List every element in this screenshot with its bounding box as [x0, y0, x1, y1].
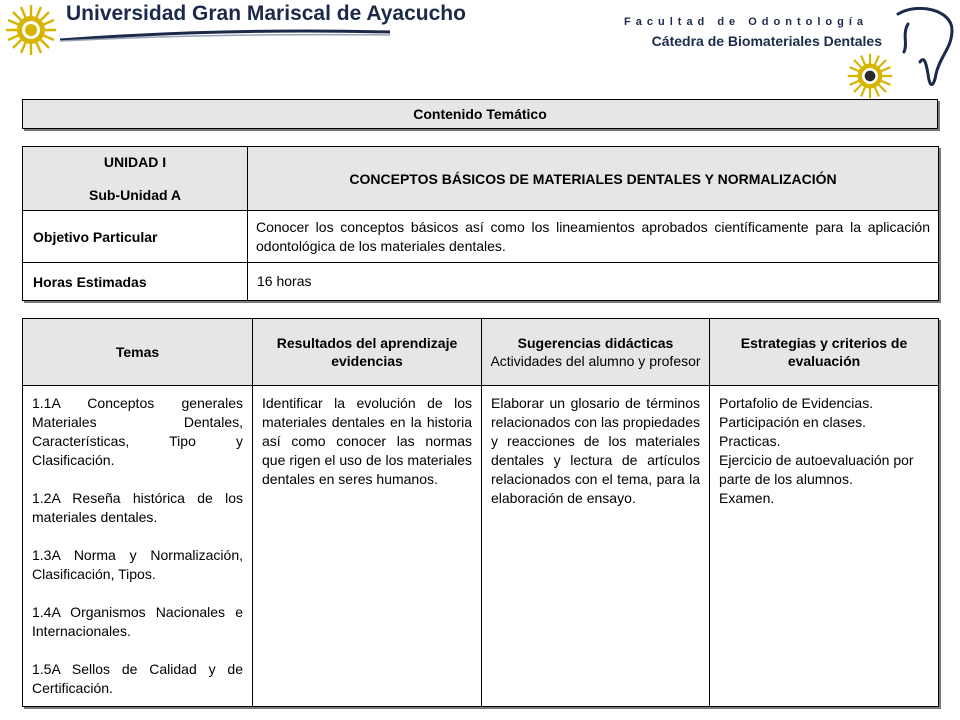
- strategy-item: Participación en clases.: [719, 414, 867, 430]
- faculty-name: Facultad de Odontología: [624, 16, 868, 28]
- topic-item: 1.2A Reseña histórica de los materiales dentales.: [32, 490, 243, 525]
- strategy-item: Practicas.: [719, 433, 781, 449]
- university-logo-icon: [4, 3, 58, 57]
- header-topics: Temas: [23, 319, 253, 386]
- strategy-item: Examen.: [719, 490, 775, 506]
- topic-item: 1.4A Organismos Nacionales e Internacionales.: [32, 604, 243, 639]
- university-name: Universidad Gran Mariscal de Ayacucho: [66, 2, 466, 25]
- objective-text: Conocer los conceptos básicos así como los lineamientos aprobados científicamente para la aplicación odontológica de los materiales dentales.: [248, 211, 939, 263]
- header-suggestions-sub: Actividades del alumno y profesor: [490, 353, 701, 369]
- chair-name: Cátedra de Biomateriales Dentales: [651, 33, 882, 49]
- subunit-label: Sub-Unidad A: [88, 187, 182, 203]
- unit-table: [22, 146, 939, 301]
- suggestions-cell: Elaborar un glosario de términos relacionados con las propiedades y reacciones de los materiales dentales y lectura de artículos relacionados con el tema, para la elaboración de ensayo.: [482, 386, 710, 707]
- header-results: Resultados del aprendizaje evidencias: [253, 319, 482, 386]
- header-suggestions: [482, 319, 710, 386]
- results-cell: Identificar la evolución de los materiales dentales en la historia así como conocer las normas que rigen el uso de los materiales dentales en seres humanos.: [253, 386, 482, 707]
- topics-cell: [23, 386, 253, 707]
- hours-value: 16 horas: [248, 263, 939, 301]
- strategy-item: Ejercicio de autoevaluación por parte de los alumnos.: [719, 452, 914, 487]
- objective-label: Objetivo Particular: [23, 211, 248, 263]
- hours-label: Horas Estimadas: [23, 263, 248, 301]
- topic-item: 1.1A Conceptos generales Materiales Dentales, Características, Tipo y Clasificación.: [32, 395, 243, 468]
- unit-label: UNIDAD I: [103, 154, 167, 170]
- header-suggestions-title: Sugerencias didácticas: [517, 335, 674, 351]
- header-strategies: Estrategias y criterios de evaluación: [710, 319, 939, 386]
- unit-title: CONCEPTOS BÁSICOS DE MATERIALES DENTALES Y NORMALIZACIÓN: [248, 147, 939, 211]
- header-swoosh-icon: [60, 26, 390, 42]
- content-table: [22, 318, 939, 707]
- unit-label-cell: [23, 147, 248, 211]
- strategy-item: Portafolio de Evidencias.: [719, 395, 874, 411]
- faculty-seal-icon: [846, 52, 894, 100]
- strategies-cell: [710, 386, 939, 707]
- section-title: Contenido Temático: [22, 99, 938, 129]
- topic-item: 1.3A Norma y Normalización, Clasificación, Tipos.: [32, 547, 243, 582]
- topic-item: 1.5A Sellos de Calidad y de Certificación.: [32, 661, 243, 696]
